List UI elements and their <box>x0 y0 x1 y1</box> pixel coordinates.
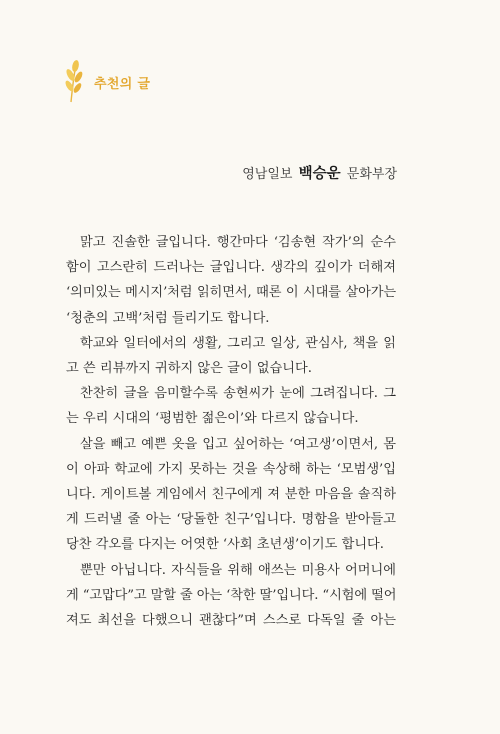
text-line: 찬찬히 글을 음미할수록 송현씨가 눈에 그려집니다. 그 <box>80 386 396 402</box>
wheat-icon <box>62 58 84 104</box>
byline-position: 문화부장 <box>346 167 397 182</box>
paragraph <box>66 558 396 634</box>
paragraph <box>66 381 396 431</box>
byline <box>242 162 397 183</box>
section-title: 추천의 글 <box>94 76 151 92</box>
text-line: 살을 빼고 예쁜 옷을 입고 싶어하는 ‘여고생’이면서, 몸 <box>80 436 396 452</box>
text-line: 게 드러낼 줄 아는 ‘당돌한 친구’입니다. 명함을 받아들고 <box>66 512 396 528</box>
text-line: 당찬 각오를 다지는 어엿한 ‘사회 초년생’이기도 합니다. <box>66 537 384 553</box>
text-line: ‘의미있는 메시지’처럼 읽히면서, 때론 이 시대를 살아가는 <box>66 285 396 301</box>
text-line: 맑고 진솔한 글입니다. 행간마다 ‘김송현 작가’의 순수 <box>80 235 396 250</box>
byline-org: 영남일보 <box>242 167 293 182</box>
text-line: 져도 최선을 다했으니 괜찮다”며 스스로 다독일 줄 아는 <box>66 613 396 629</box>
text-line: 뿐만 아닙니다. 자식들을 위해 애쓰는 미용사 어머니에 <box>80 562 396 578</box>
text-line: 함이 고스란히 드러나는 글입니다. 생각의 깊이가 더해져 <box>66 260 396 276</box>
section-header <box>62 58 150 104</box>
text-line: ‘청춘의 고백’처럼 들리기도 합니다. <box>66 310 270 326</box>
text-line: 고 쓴 리뷰까지 귀하지 않은 글이 없습니다. <box>66 361 312 377</box>
paragraph <box>66 230 396 331</box>
paragraph <box>66 331 396 381</box>
text-line: 이 아파 학교에 가지 못하는 것을 속상해 하는 ‘모범생’입 <box>66 461 396 477</box>
byline-author: 백승운 <box>298 166 341 182</box>
paragraph <box>66 432 396 558</box>
text-line: 는 우리 시대의 ‘평범한 젊은이’와 다르지 않습니다. <box>66 411 359 427</box>
text-line: 니다. 게이트볼 게임에서 친구에게 져 분한 마음을 솔직하 <box>66 487 396 503</box>
text-line: 학교와 일터에서의 생활, 그리고 일상, 관심사, 책을 읽 <box>80 335 396 351</box>
text-line: 게 “고맙다”고 말할 줄 아는 ‘착한 딸’입니다. “시험에 떨어 <box>66 587 396 603</box>
recommendation-body <box>66 230 396 633</box>
